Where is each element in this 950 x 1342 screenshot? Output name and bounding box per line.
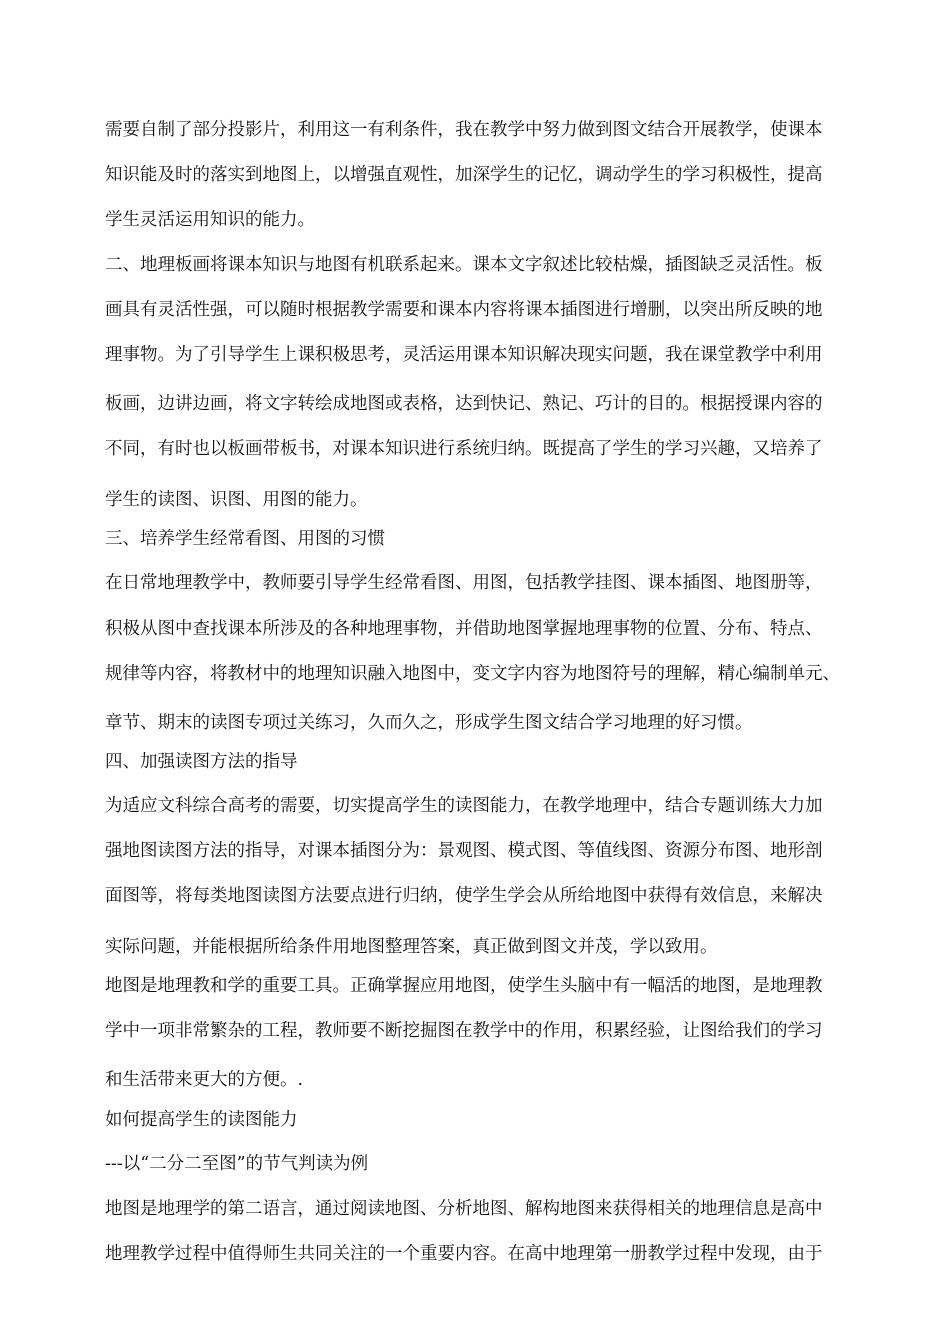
- text-line: 为适应文科综合高考的需要，切实提高学生的读图能力，在教学地理中，结合专题训练大力加: [105, 796, 823, 816]
- section-heading-text: 二、地理板画将课本知识与地图有机联系起来。课本文字叙述比较枯燥，插图缺乏灵活性。板: [105, 255, 823, 275]
- text-line: 在日常地理教学中，教师要引导学生经常看图、用图，包括教学挂图、课本插图、地图册等，: [105, 573, 823, 593]
- text-line: 知识能及时的落实到地图上，以增强直观性，加深学生的记忆，调动学生的学习积极性，提高: [105, 165, 823, 185]
- section-heading: 三、培养学生经常看图、用图的习惯: [105, 529, 385, 549]
- text-line: 不同，有时也以板画带板书，对课本知识进行系统归纳。既提高了学生的学习兴趣，又培养了: [105, 439, 823, 459]
- text-line: 积极从图中查找课本所涉及的各种地理事物，并借助地图掌握地理事物的位置、分布、特点、: [105, 619, 823, 639]
- text-line: 规律等内容，将教材中的地理知识融入地图中，变文字内容为地图符号的理解，精心编制单元、: [105, 664, 840, 684]
- text-line: 学生灵活运用知识的能力。: [105, 210, 315, 230]
- text-line: 地图是地理教和学的重要工具。正确掌握应用地图，使学生头脑中有一幅活的地图，是地理教: [105, 976, 823, 996]
- text-line: 实际问题，并能根据所给条件用地图整理答案，真正做到图文并茂，学以致用。: [105, 937, 718, 957]
- section-heading: 四、加强读图方法的指导: [105, 752, 298, 772]
- text-line: 强地图读图方法的指导，对课本插图分为：景观图、模式图、等值线图、资源分布图、地形剖: [105, 841, 823, 861]
- text-line: 地图是地理学的第二语言，通过阅读地图、分析地图、解构地图来获得相关的地理信息是高中: [105, 1199, 823, 1219]
- text-line: 画具有灵活性强，可以随时根据教学需要和课本内容将课本插图进行增删，以突出所反映的地: [105, 300, 823, 320]
- text-line: 学生的读图、识图、用图的能力。: [105, 490, 368, 510]
- text-line: 理事物。为了引导学生上课积极思考，灵活运用课本知识解决现实问题，我在课堂教学中利用: [105, 345, 823, 365]
- text-line: 需要自制了部分投影片，利用这一有利条件，我在教学中努力做到图文结合开展教学，使课本: [105, 120, 823, 140]
- text-line: 和生活带来更大的方便。.: [105, 1070, 304, 1090]
- article-subtitle: ---以“二分二至图”的节气判读为例: [105, 1154, 369, 1174]
- text-line: 地理教学过程中值得师生共同关注的一个重要内容。在高中地理第一册教学过程中发现，由于: [105, 1244, 823, 1264]
- text-line: 章节、期末的读图专项过关练习，久而久之，形成学生图文结合学习地理的好习惯。: [105, 713, 753, 733]
- text-line: 面图等，将每类地图读图方法要点进行归纳，使学生学会从所给地图中获得有效信息，来解决: [105, 886, 823, 906]
- article-title: 如何提高学生的读图能力: [105, 1110, 298, 1130]
- text-line: 学中一项非常繁杂的工程，教师要不断挖掘图在教学中的作用，积累经验，让图给我们的学习: [105, 1021, 823, 1041]
- text-line: 板画，边讲边画，将文字转绘成地图或表格，达到快记、熟记、巧计的目的。根据授课内容的: [105, 394, 823, 414]
